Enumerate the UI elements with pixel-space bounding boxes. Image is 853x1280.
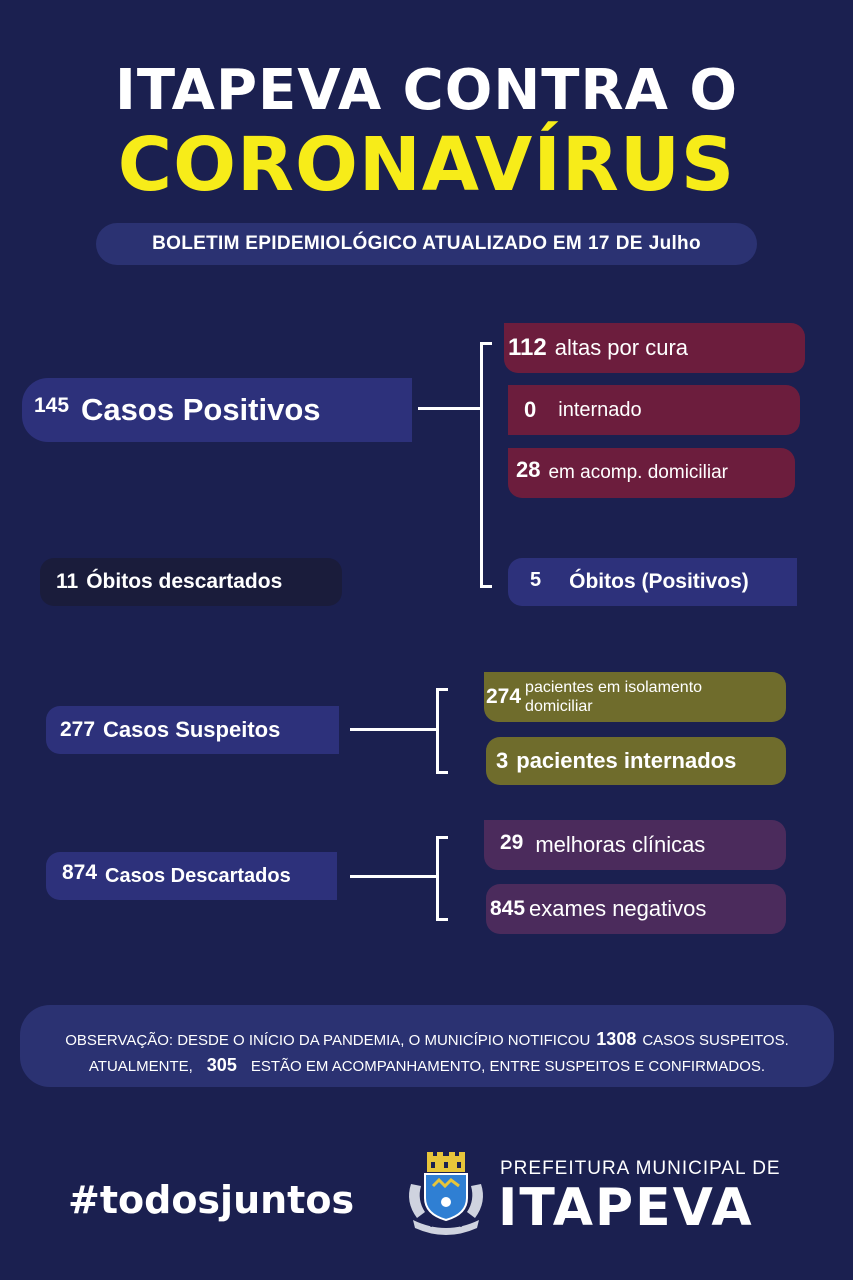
negative-tests-label: exames negativos bbox=[529, 896, 707, 921]
positive-bracket-bottom bbox=[480, 585, 492, 588]
title-line2: CORONAVÍRUS bbox=[117, 122, 736, 208]
home-care-label: em acomp. domiciliar bbox=[548, 462, 728, 483]
discarded-bracket-top bbox=[436, 836, 448, 839]
deaths-discarded-box bbox=[40, 558, 342, 606]
subtitle-banner bbox=[96, 223, 757, 265]
subtitle-prefix: BOLETIM EPIDEMIOLÓGICO ATUALIZADO EM bbox=[152, 233, 582, 254]
isolation-count: 274 bbox=[486, 685, 522, 708]
city-name: ITAPEVA bbox=[498, 1178, 754, 1238]
positive-cases-count: 145 bbox=[34, 394, 70, 417]
suspected-bracket-bottom bbox=[436, 771, 448, 774]
hashtag: #todosjuntos bbox=[68, 1178, 355, 1222]
observation-line2-text-a: ATUALMENTE, bbox=[88, 1058, 193, 1075]
discarded-cases-box bbox=[46, 852, 337, 900]
isolation-label bbox=[525, 678, 702, 716]
clinical-improvement-count: 29 bbox=[500, 831, 524, 854]
hospitalized-label: internado bbox=[558, 398, 642, 421]
suspected-cases-box bbox=[46, 706, 339, 754]
discarded-bracket-vertical bbox=[436, 836, 439, 921]
isolation-box bbox=[484, 672, 786, 722]
home-care-count: 28 bbox=[516, 457, 541, 482]
clinical-improvement-box bbox=[484, 820, 786, 870]
suspected-hospitalized-box bbox=[486, 737, 786, 785]
isolation-label-line1: pacientes em isolamento bbox=[525, 679, 703, 696]
hospitalized-box bbox=[508, 385, 800, 435]
positive-cases-box bbox=[22, 378, 412, 442]
seal-text: ITAPEVA bbox=[429, 1220, 463, 1229]
suspected-cases-label: Casos Suspeitos bbox=[103, 717, 281, 742]
deaths-discarded-count: 11 bbox=[56, 570, 79, 593]
home-care-box bbox=[508, 448, 795, 498]
negative-tests-count: 845 bbox=[490, 897, 526, 920]
observation-line2 bbox=[20, 1055, 834, 1076]
discarded-cases-count: 874 bbox=[62, 861, 98, 884]
deaths-positive-label: Óbitos (Positivos) bbox=[569, 570, 749, 593]
observation-line2-text-b: ESTÃO EM ACOMPANHAMENTO, ENTRE SUSPEITOS E CONFIRMADOS. bbox=[250, 1058, 766, 1075]
observation-note bbox=[20, 1005, 834, 1087]
discarded-bracket-bottom bbox=[436, 918, 448, 921]
deaths-positive-count: 5 bbox=[530, 568, 542, 591]
city-seal bbox=[403, 1150, 489, 1236]
subtitle-month: Julho bbox=[648, 233, 701, 254]
isolation-label-line2: domiciliar bbox=[525, 698, 593, 715]
observation-line1-text-a: OBSERVAÇÃO: DESDE O INÍCIO DA PANDEMIA, O MUNICÍPIO NOTIFICOU bbox=[65, 1032, 591, 1049]
monitoring-total: 305 bbox=[206, 1055, 237, 1075]
suspected-connector-line bbox=[350, 728, 438, 731]
positive-bracket-top bbox=[480, 342, 492, 345]
prefeitura-label: PREFEITURA MUNICIPAL DE bbox=[500, 1158, 781, 1179]
suspected-bracket-top bbox=[436, 688, 448, 691]
title-line1: ITAPEVA CONTRA O bbox=[114, 58, 739, 123]
suspected-hospitalized-label: pacientes internados bbox=[516, 748, 737, 773]
subtitle-de: DE bbox=[615, 233, 643, 254]
discarded-connector-line bbox=[350, 875, 438, 878]
suspected-cases-count: 277 bbox=[60, 718, 96, 741]
deaths-positive-box bbox=[508, 558, 797, 606]
suspected-hospitalized-count: 3 bbox=[496, 748, 509, 773]
negative-tests-box bbox=[486, 884, 786, 934]
hospitalized-count: 0 bbox=[524, 397, 537, 422]
subtitle-day: 17 bbox=[587, 233, 610, 254]
positive-bracket-vertical bbox=[480, 342, 483, 588]
discarded-cases-label: Casos Descartados bbox=[105, 864, 291, 887]
deaths-discarded-label: Óbitos descartados bbox=[86, 570, 283, 593]
positive-cases-label: Casos Positivos bbox=[81, 392, 321, 427]
notified-total: 1308 bbox=[596, 1029, 637, 1049]
suspected-bracket-vertical bbox=[436, 688, 439, 774]
observation-line1-text-b: CASOS SUSPEITOS. bbox=[642, 1032, 789, 1049]
recovered-count: 112 bbox=[508, 334, 547, 361]
recovered-box bbox=[504, 323, 805, 373]
recovered-label: altas por cura bbox=[554, 335, 689, 360]
clinical-improvement-label: melhoras clínicas bbox=[535, 832, 706, 857]
observation-line1 bbox=[20, 1029, 834, 1050]
positive-connector-line bbox=[418, 407, 482, 410]
